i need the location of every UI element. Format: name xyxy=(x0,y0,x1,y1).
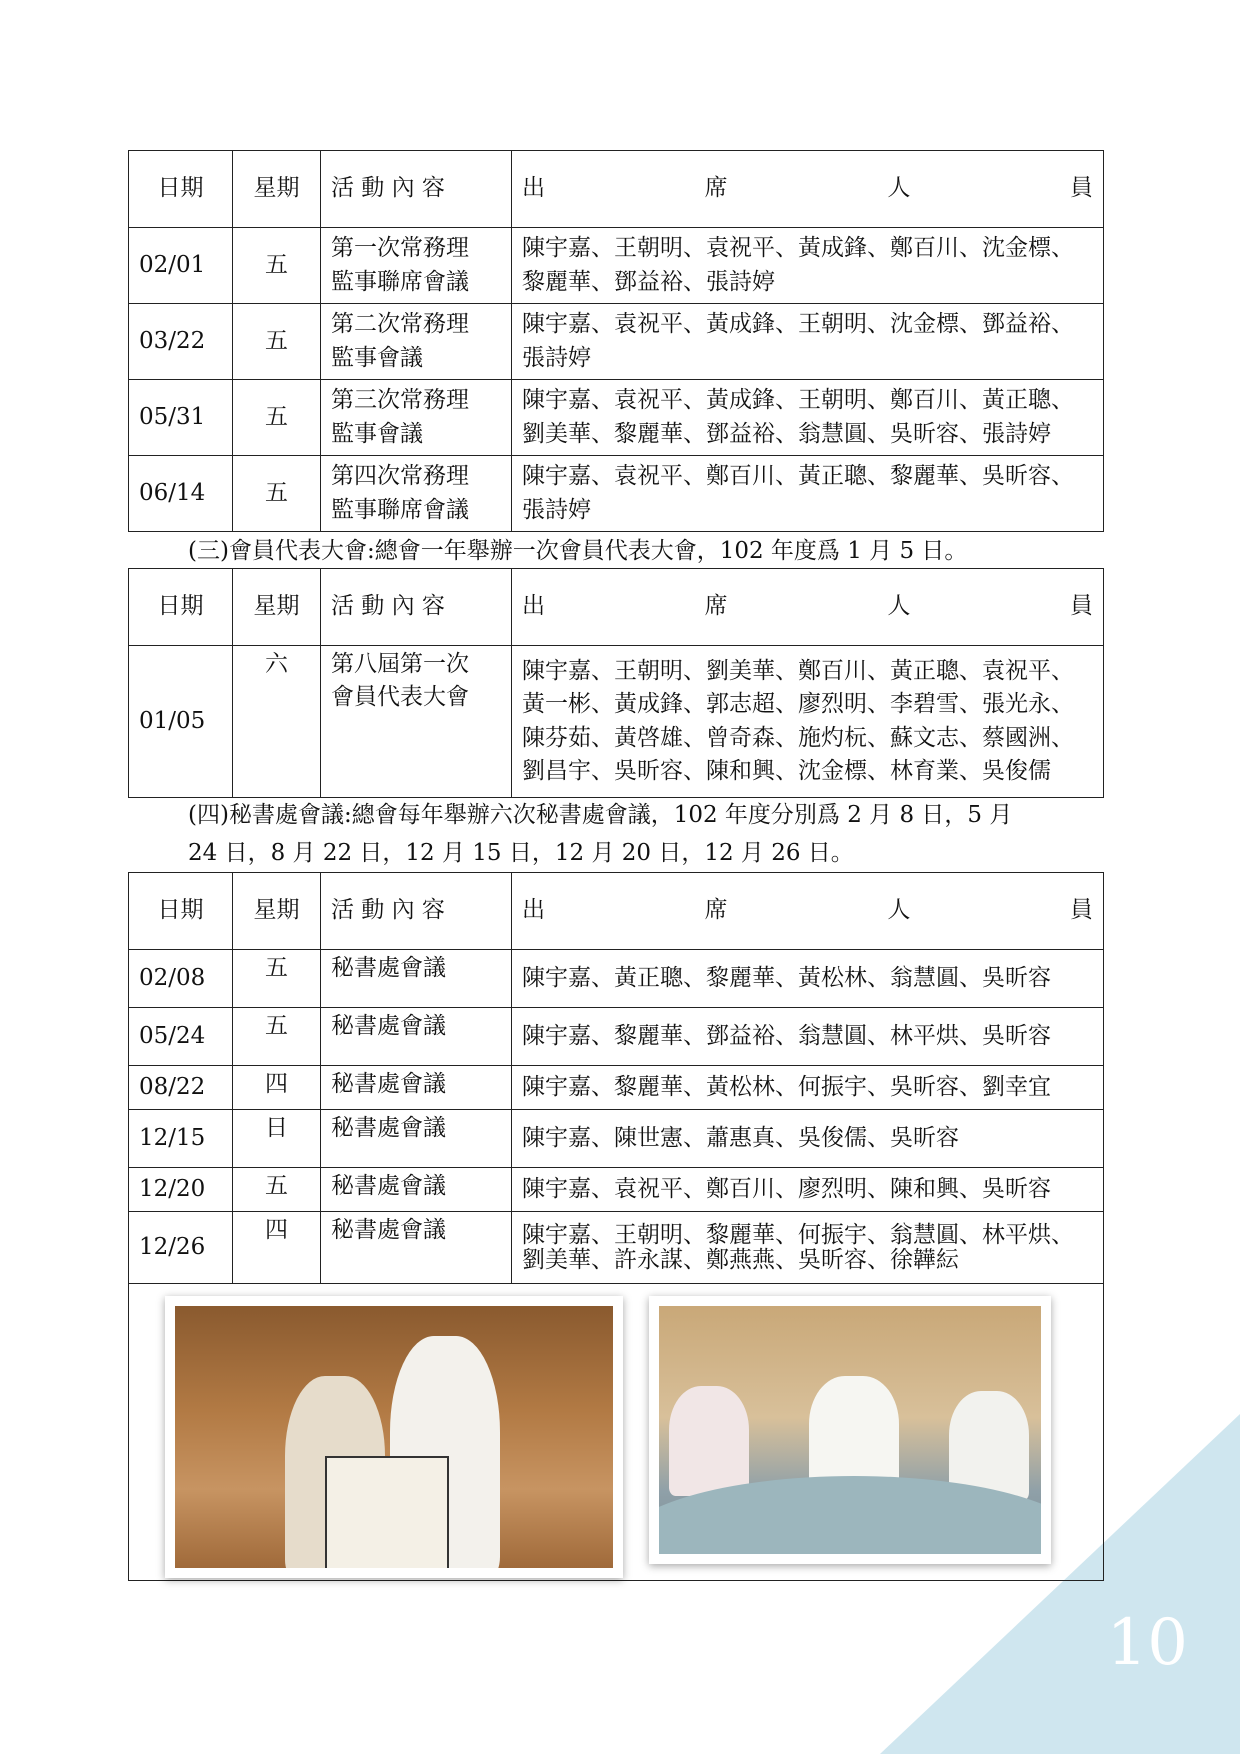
activity-line-2: 會員代表大會 xyxy=(331,684,469,711)
table-header-row xyxy=(129,151,1104,228)
table-row xyxy=(129,228,1104,304)
activity-line-1: 第三次常務理 xyxy=(331,387,469,414)
row-day: 五 xyxy=(233,950,321,1008)
secretariat-table xyxy=(128,872,1104,1581)
row-activity: 秘書處會議 xyxy=(321,950,512,1008)
header-attendees-2: 席 xyxy=(704,897,728,924)
row-activity: 秘書處會議 xyxy=(321,1110,512,1168)
header-day: 星期 xyxy=(233,569,321,646)
header-date: 日期 xyxy=(129,151,233,228)
header-attendees-4: 員 xyxy=(1069,897,1093,924)
row-attendees: 陳宇嘉、黃正聰、黎麗華、黃松林、翁慧圓、吳昕容 xyxy=(512,950,1104,1008)
row-date: 05/24 xyxy=(129,1008,233,1066)
row-date: 12/20 xyxy=(129,1168,233,1212)
row-activity: 秘書處會議 xyxy=(321,1168,512,1212)
row-activity: 秘書處會議 xyxy=(321,1008,512,1066)
header-attendees xyxy=(512,151,1104,228)
table-header-row xyxy=(129,873,1104,950)
row-day: 五 xyxy=(233,380,321,456)
row-day: 五 xyxy=(233,456,321,532)
header-attendees xyxy=(512,569,1104,646)
row-date: 01/05 xyxy=(129,646,233,798)
table-row xyxy=(129,1066,1104,1110)
row-day: 日 xyxy=(233,1110,321,1168)
row-activity: 秘書處會議 xyxy=(321,1066,512,1110)
header-activity: 活 動 內 容 xyxy=(321,569,512,646)
header-attendees-4: 員 xyxy=(1069,593,1093,620)
photo-row xyxy=(129,1284,1104,1581)
header-attendees-3: 人 xyxy=(887,897,911,924)
activity-line-2: 監事聯席會議 xyxy=(331,496,469,523)
row-day: 五 xyxy=(233,1168,321,1212)
header-attendees-4: 員 xyxy=(1069,175,1093,202)
table-row xyxy=(129,1008,1104,1066)
row-activity xyxy=(321,646,512,798)
row-attendees: 陳宇嘉、黎麗華、黃松林、何振宇、吳昕容、劉幸宜 xyxy=(512,1066,1104,1110)
photo-certificate-presentation xyxy=(165,1296,623,1578)
photo-meeting-table xyxy=(649,1296,1051,1564)
row-date: 02/08 xyxy=(129,950,233,1008)
row-attendees: 陳宇嘉、袁祝平、鄭百川、黃正聰、黎麗華、吳昕容、張詩婷 xyxy=(512,456,1104,532)
header-attendees-3: 人 xyxy=(887,593,911,620)
row-date: 12/15 xyxy=(129,1110,233,1168)
header-activity: 活 動 內 容 xyxy=(321,873,512,950)
header-attendees-3: 人 xyxy=(887,175,911,202)
row-attendees: 陳宇嘉、袁祝平、鄭百川、廖烈明、陳和興、吳昕容 xyxy=(512,1168,1104,1212)
header-activity: 活 動 內 容 xyxy=(321,151,512,228)
activity-line-1: 第四次常務理 xyxy=(331,463,469,490)
activity-line-2: 監事聯席會議 xyxy=(331,268,469,295)
row-attendees: 陳宇嘉、王朝明、黎麗華、何振宇、翁慧圓、林平烘、劉美華、許永謀、鄭燕燕、吳昕容、徐韡紜 xyxy=(512,1212,1104,1284)
board-meetings-table xyxy=(128,150,1104,532)
activity-line-2: 監事會議 xyxy=(331,344,423,371)
row-activity: 秘書處會議 xyxy=(321,1212,512,1284)
row-day: 四 xyxy=(233,1212,321,1284)
row-date: 02/01 xyxy=(129,228,233,304)
table-row xyxy=(129,1110,1104,1168)
activity-line-1: 第一次常務理 xyxy=(331,235,469,262)
row-activity xyxy=(321,304,512,380)
activity-line-2: 監事會議 xyxy=(331,420,423,447)
table-row xyxy=(129,646,1104,798)
header-attendees-2: 席 xyxy=(704,593,728,620)
table-row xyxy=(129,1212,1104,1284)
row-date: 03/22 xyxy=(129,304,233,380)
row-attendees: 陳宇嘉、王朝明、劉美華、鄭百川、黃正聰、袁祝平、黃一彬、黃成鋒、郭志超、廖烈明、李碧雪、張光永、陳芬茹、黃啓雄、曾奇森、施灼杬、蘇文志、蔡國洲、劉昌宇、吳昕容、陳和興、沈金標、林育業、吳俊儒 xyxy=(512,646,1104,798)
row-date: 12/26 xyxy=(129,1212,233,1284)
header-date: 日期 xyxy=(129,873,233,950)
photo-cell xyxy=(129,1284,1104,1581)
row-day: 六 xyxy=(233,646,321,798)
table-header-row xyxy=(129,569,1104,646)
row-attendees: 陳宇嘉、陳世憲、蕭惠真、吳俊儒、吳昕容 xyxy=(512,1110,1104,1168)
table-row xyxy=(129,304,1104,380)
header-day: 星期 xyxy=(233,873,321,950)
header-attendees-2: 席 xyxy=(704,175,728,202)
row-attendees: 陳宇嘉、王朝明、袁祝平、黃成鋒、鄭百川、沈金標、黎麗華、鄧益裕、張詩婷 xyxy=(512,228,1104,304)
row-day: 五 xyxy=(233,1008,321,1066)
header-attendees-1: 出 xyxy=(522,593,545,620)
row-activity xyxy=(321,228,512,304)
row-date: 08/22 xyxy=(129,1066,233,1110)
row-attendees: 陳宇嘉、黎麗華、鄧益裕、翁慧圓、林平烘、吳昕容 xyxy=(512,1008,1104,1066)
page-number: 10 xyxy=(1106,1606,1188,1680)
row-day: 五 xyxy=(233,304,321,380)
row-date: 05/31 xyxy=(129,380,233,456)
header-attendees-1: 出 xyxy=(522,175,545,202)
row-activity xyxy=(321,456,512,532)
header-attendees xyxy=(512,873,1104,950)
table-row xyxy=(129,950,1104,1008)
section-note-3: (三)會員代表大會:總會一年舉辦一次會員代表大會，102 年度爲 1 月 5 日。 xyxy=(188,538,968,564)
table-row xyxy=(129,456,1104,532)
section-note-4-line-1: (四)秘書處會議:總會每年舉辦六次秘書處會議，102 年度分別爲 2 月 8 日，5 月 xyxy=(188,802,1013,828)
row-attendees: 陳宇嘉、袁祝平、黃成鋒、王朝明、鄭百川、黃正聰、劉美華、黎麗華、鄧益裕、翁慧圓、吳昕容、張詩婷 xyxy=(512,380,1104,456)
row-day: 五 xyxy=(233,228,321,304)
table-row xyxy=(129,380,1104,456)
table-row xyxy=(129,1168,1104,1212)
header-date: 日期 xyxy=(129,569,233,646)
activity-line-1: 第八屆第一次 xyxy=(331,651,469,677)
activity-line-1: 第二次常務理 xyxy=(331,311,469,338)
assembly-table xyxy=(128,568,1104,798)
section-note-4-line-2: 24 日，8 月 22 日，12 月 15 日，12 月 20 日，12 月 26 日。 xyxy=(188,840,854,866)
row-date: 06/14 xyxy=(129,456,233,532)
row-activity xyxy=(321,380,512,456)
row-day: 四 xyxy=(233,1066,321,1110)
header-attendees-1: 出 xyxy=(522,897,545,924)
row-attendees: 陳宇嘉、袁祝平、黃成鋒、王朝明、沈金標、鄧益裕、張詩婷 xyxy=(512,304,1104,380)
header-day: 星期 xyxy=(233,151,321,228)
